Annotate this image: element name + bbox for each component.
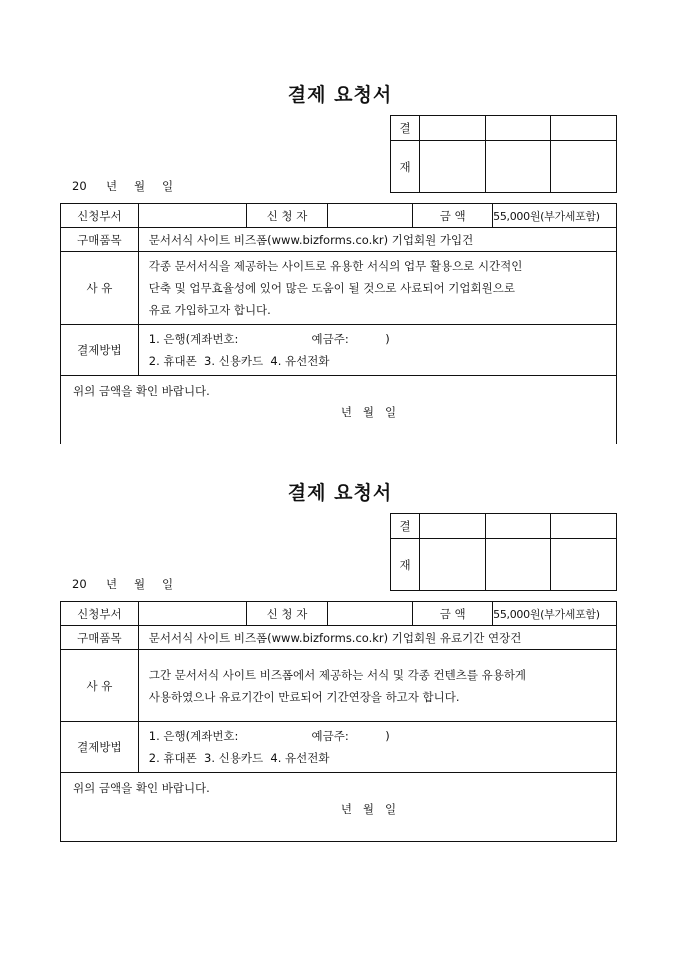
payment-label: 결제방법 bbox=[61, 722, 139, 773]
approval-cell[interactable] bbox=[485, 514, 551, 539]
payment-line: 2. 휴대폰 3. 신용카드 4. 유선전화 bbox=[148, 751, 330, 765]
approval-label-bottom: 재 bbox=[391, 141, 420, 193]
confirm-cell bbox=[61, 376, 617, 445]
confirm-text: 위의 금액을 확인 바랍니다. bbox=[73, 384, 210, 398]
approval-cell[interactable] bbox=[551, 514, 617, 539]
reason-line: 유료 가입하고자 합니다. bbox=[148, 303, 271, 317]
item-value[interactable]: 문서서식 사이트 비즈폼(www.bizforms.co.kr) 기업회원 가입건 bbox=[138, 228, 616, 252]
applicant-value[interactable] bbox=[328, 602, 413, 626]
dept-value[interactable] bbox=[138, 602, 246, 626]
approval-sign-cell[interactable] bbox=[485, 141, 551, 193]
confirm-cell bbox=[61, 773, 617, 842]
amount-value[interactable]: 55,000원(부가세포함) bbox=[493, 602, 617, 626]
approval-cell[interactable] bbox=[551, 116, 617, 141]
dept-label: 신청부서 bbox=[61, 602, 139, 626]
date-line: 20 년 월 일 bbox=[72, 179, 174, 193]
applicant-label: 신 청 자 bbox=[246, 602, 328, 626]
reason-line: 사용하였으나 유료기간이 만료되어 기간연장을 하고자 합니다. bbox=[148, 689, 460, 704]
applicant-label: 신 청 자 bbox=[246, 204, 328, 228]
footer-date[interactable]: 년 월 일 bbox=[340, 405, 397, 419]
reason-line: 단축 및 업무효율성에 있어 많은 도움이 될 것으로 사료되어 기업회원으로 bbox=[148, 281, 515, 295]
approval-box bbox=[390, 115, 617, 193]
approval-sign-cell[interactable] bbox=[420, 539, 486, 591]
payment-line: 2. 휴대폰 3. 신용카드 4. 유선전화 bbox=[148, 354, 330, 368]
approval-cell[interactable] bbox=[420, 514, 486, 539]
item-label: 구매품목 bbox=[61, 228, 139, 252]
reason-label: 사 유 bbox=[61, 252, 139, 325]
footer-date[interactable]: 년 월 일 bbox=[340, 802, 397, 816]
approval-label-top: 결 bbox=[391, 514, 420, 539]
approval-sign-cell[interactable] bbox=[551, 539, 617, 591]
amount-value[interactable]: 55,000원(부가세포함) bbox=[493, 204, 617, 228]
approval-sign-cell[interactable] bbox=[551, 141, 617, 193]
payment-line: 1. 은행(계좌번호: 예금주: ) bbox=[148, 332, 390, 346]
applicant-value[interactable] bbox=[328, 204, 413, 228]
approval-sign-cell[interactable] bbox=[420, 141, 486, 193]
approval-box bbox=[390, 513, 617, 591]
payment-value[interactable] bbox=[138, 325, 616, 376]
amount-label: 금 액 bbox=[413, 602, 493, 626]
payment-label: 결제방법 bbox=[61, 325, 139, 376]
approval-cell[interactable] bbox=[485, 116, 551, 141]
approval-cell[interactable] bbox=[420, 116, 486, 141]
dept-label: 신청부서 bbox=[61, 204, 139, 228]
form-title: 결제 요청서 bbox=[287, 84, 393, 106]
approval-sign-cell[interactable] bbox=[485, 539, 551, 591]
approval-label-top: 결 bbox=[391, 116, 420, 141]
reason-value[interactable] bbox=[138, 252, 616, 325]
payment-line: 1. 은행(계좌번호: 예금주: ) bbox=[148, 729, 390, 743]
reason-value[interactable] bbox=[138, 650, 616, 722]
dept-value[interactable] bbox=[138, 204, 246, 228]
amount-label: 금 액 bbox=[413, 204, 493, 228]
approval-label-bottom: 재 bbox=[391, 539, 420, 591]
confirm-text: 위의 금액을 확인 바랍니다. bbox=[73, 781, 210, 795]
reason-line: 그간 문서서식 사이트 비즈폼에서 제공하는 서식 및 각종 컨텐츠를 유용하게 bbox=[148, 667, 527, 682]
item-label: 구매품목 bbox=[61, 626, 139, 650]
form-title: 결제 요청서 bbox=[287, 482, 393, 504]
item-value[interactable]: 문서서식 사이트 비즈폼(www.bizforms.co.kr) 기업회원 유료기간 연장건 bbox=[138, 626, 616, 650]
request-table bbox=[60, 203, 617, 444]
reason-line: 각종 문서서식을 제공하는 사이트로 유용한 서식의 업무 활용으로 시간적인 bbox=[148, 259, 523, 273]
date-line: 20 년 월 일 bbox=[72, 577, 174, 591]
request-table bbox=[60, 601, 617, 842]
reason-label: 사 유 bbox=[61, 650, 139, 722]
payment-value[interactable] bbox=[138, 722, 616, 773]
